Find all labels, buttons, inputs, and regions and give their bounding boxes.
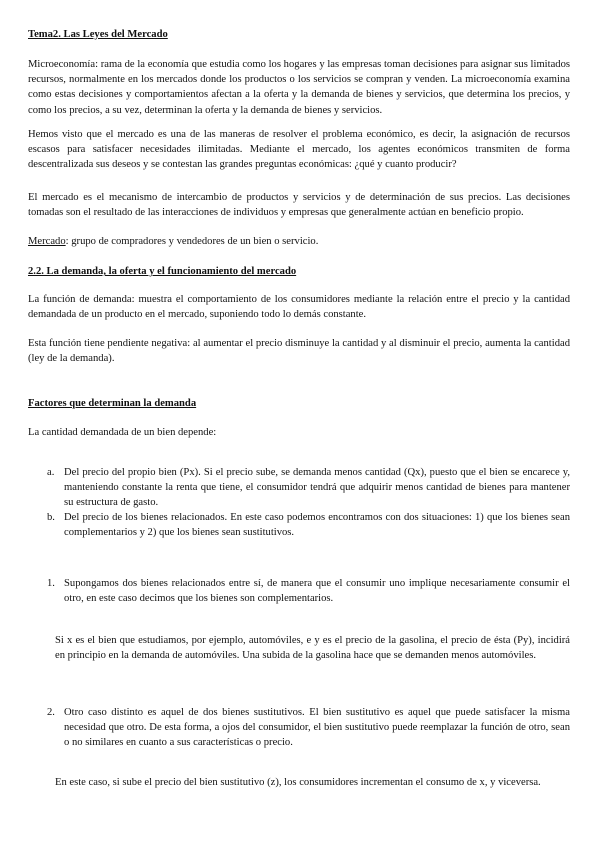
paragraph-funcion-demanda: La función de demanda: muestra el comportamiento de los consumidores mediante la relación entre el precio y la cantidad demandada de un producto en el mercado, suponiendo todo lo demás constante. [28,294,570,321]
paragraph-mecanismo: El mercado es el mecanismo de intercambio de productos y servicios y de determinación de sus precios. Las decisiones tomadas son el resultado de las interacciones de individuos y empresas que generalmente actúan en beneficio propio. [28,192,570,219]
mercado-term: Mercado [28,236,66,247]
list-marker-a: a. [47,467,55,478]
list-marker-b: b. [47,512,55,523]
list-item-sustitutivos: Otro caso distinto es aquel de dos bienes sustitutivos. El bien sustitutivo es aquel que puede satisfacer la misma necesidad que otro. De esta forma, a ojos del consumidor, el bien sustitutivo puede reemplazar la función de otro, sean o no similares en cuanto a sus características o precio. [64,707,570,749]
document-title: Tema2. Las Leyes del Mercado [28,29,168,40]
list-marker-2: 2. [47,707,55,718]
factores-lead: La cantidad demandada de un bien depende: [28,427,217,438]
factores-heading: Factores que determinan la demanda [28,398,197,409]
list-item-complementarios: Supongamos dos bienes relacionados entre sí, de manera que el consumir uno implique necesariamente consumir el otro, en este caso decimos que los bienes son complementarios. [64,578,570,605]
paragraph-microeconomia: Microeconomía: rama de la economía que estudia como los hogares y las empresas toman decisiones para asignar sus limitados recursos, normalmente en los mercados donde los productos o los servicios se compran y venden. La microeconomía examina como estas decisiones y comportamientos afectan a la oferta y la demanda de bienes y servicios, que determina los precios, y como los precios, a su vez, determinan la oferta y la demanda de bienes y servicios. [28,59,570,116]
list-marker-1: 1. [47,578,55,589]
paragraph-mercado-resolver: Hemos visto que el mercado es una de las maneras de resolver el problema económico, es decir, la asignación de recursos escasos para satisfacer necesidades ilimitadas. Mediante el mercado, los agentes económicos transmiten de forma descentralizada sus deseos y se contestan las grandes preguntas económicas: ¿qué y cuanto producir? [28,129,570,171]
list-item-a: Del precio del propio bien (Px). Si el precio sube, se demanda menos cantidad (Qx), puesto que el bien se encarece y, manteniendo constante la renta que tiene, el consumidor tendrá que adquirir menos cantidad de bienes para mantener su estructura de gasto. [64,467,570,509]
paragraph-mercado-definition [28,234,570,249]
mercado-definition-text: : grupo de compradores y vendedores de un bien o servicio. [65,236,319,247]
section-heading-2-2: 2.2. La demanda, la oferta y el funcionamiento del mercado [28,266,297,277]
list-item-b: Del precio de los bienes relacionados. En este caso podemos encontramos con dos situaciones: 1) que los bienes sean complementarios y 2) que los bienes sean sustitutivos. [64,512,570,539]
paragraph-pendiente: Esta función tiene pendiente negativa: al aumentar el precio disminuye la cantidad y al disminuir el precio, aumenta la cantidad (ley de la demanda). [28,338,570,365]
paragraph-sustitutivos-example: En este caso, si sube el precio del bien sustitutivo (z), los consumidores incrementan el consumo de x, y viceversa. [55,777,541,788]
paragraph-complementarios-example: Si x es el bien que estudiamos, por ejemplo, automóviles, e y es el precio de la gasolina, el precio de ésta (Py), incidirá en principio en la demanda de automóviles. Una subida de la gasolina hace que se demanden menos automóviles. [55,635,570,662]
